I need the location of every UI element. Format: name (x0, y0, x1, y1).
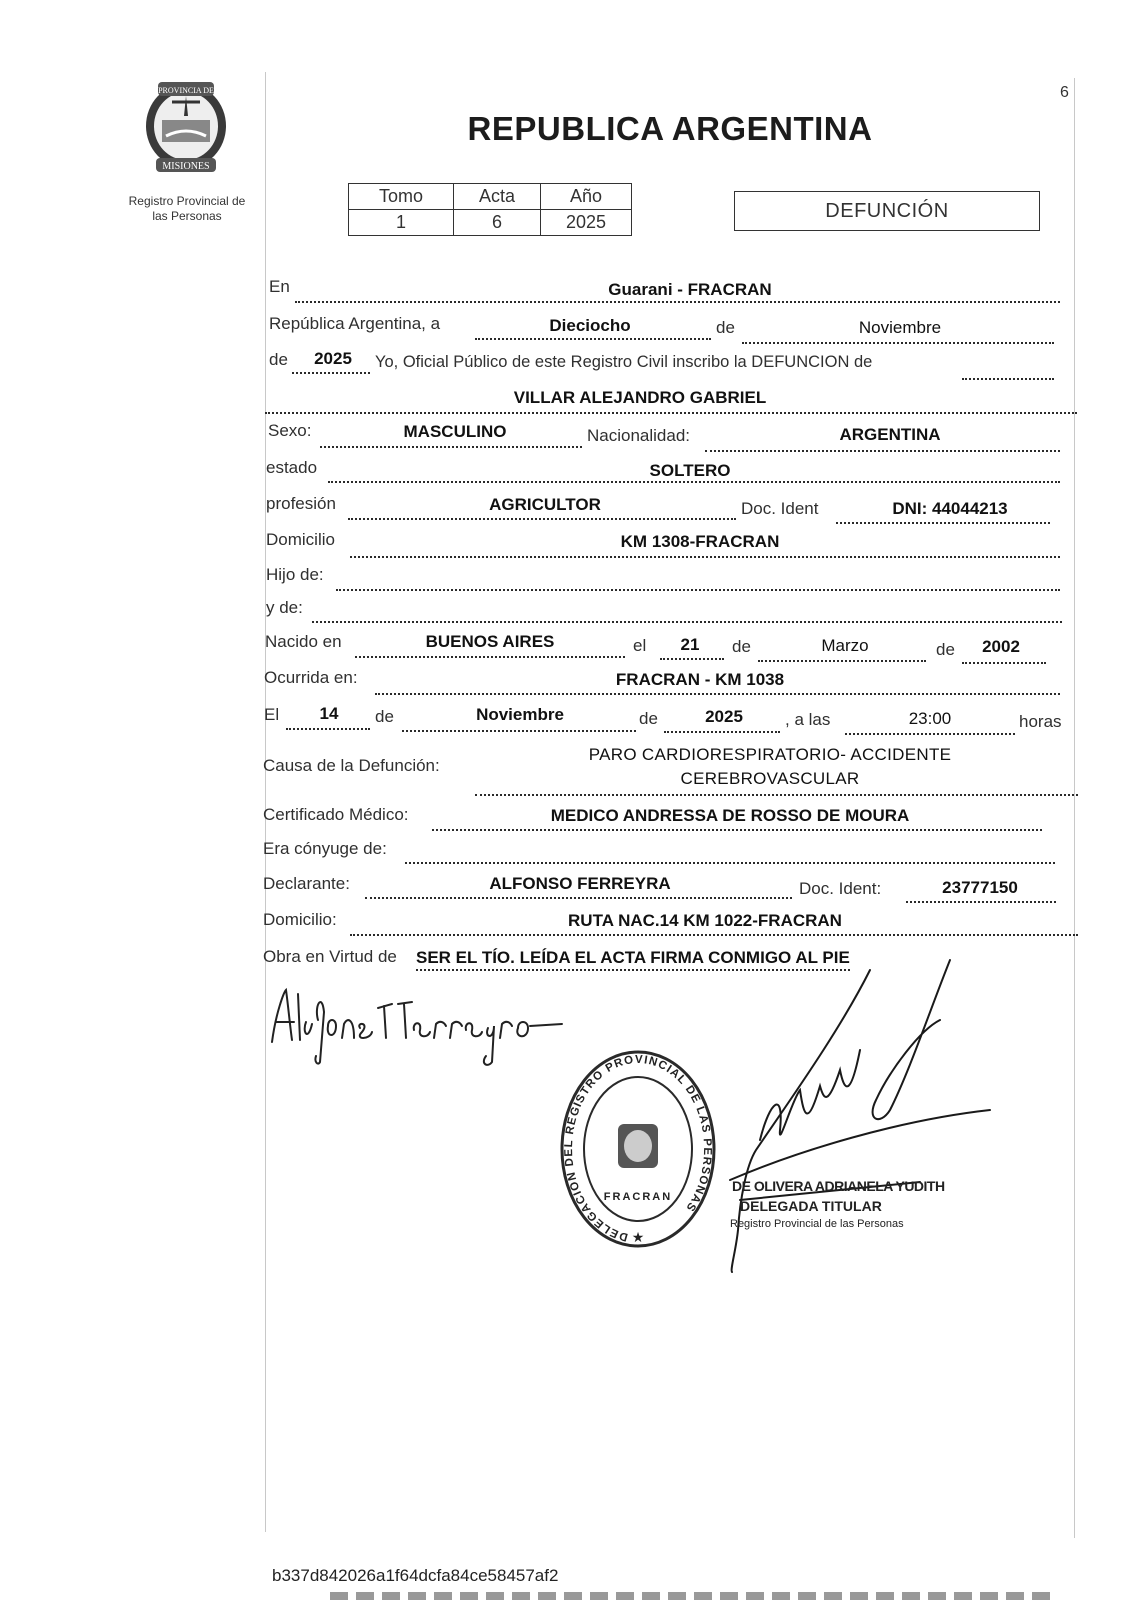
official-stamp (558, 1050, 718, 1250)
birth-month-value: Marzo (821, 636, 869, 655)
birth-el-label: el (633, 636, 647, 655)
birth-label: Nacido en (265, 632, 342, 651)
anio-header: Año (541, 184, 632, 210)
parent2-dots (312, 621, 1062, 623)
declarant-signature (262, 982, 582, 1072)
declarant-address-dots (350, 934, 1078, 936)
birth-month-dots (758, 660, 926, 662)
death-date-label: El (264, 705, 280, 724)
declarant-dots (365, 897, 792, 899)
official-signature (700, 950, 1000, 1280)
declarant-address-label: Domicilio: (263, 910, 337, 929)
birth-place-value: BUENOS AIRES (425, 632, 555, 651)
left-margin-line (265, 72, 266, 1532)
date-month-dots (742, 342, 1054, 344)
parent2-label: y de: (266, 598, 303, 617)
certificate-dots (432, 829, 1042, 831)
declarant-doc-label: Doc. Ident: (799, 879, 882, 898)
address-label: Domicilio (266, 530, 335, 549)
death-time-dots (845, 733, 1015, 735)
declarant-value: ALFONSO FERREYRA (489, 874, 671, 893)
logo-top-text: PROVINCIA DE (158, 86, 214, 95)
birth-year-value: 2002 (982, 637, 1020, 656)
sex-dots (320, 446, 582, 448)
declarant-doc-dots (906, 901, 1056, 903)
spouse-label: Era cónyuge de: (263, 839, 387, 858)
stamp-star-icon: ★ (631, 1229, 645, 1245)
death-at-label: , a las (785, 710, 831, 729)
document-hash: b337d842026a1f64dcfa84ce58457af2 (272, 1566, 559, 1585)
declarant-address-value: RUTA NAC.14 KM 1022-FRACRAN (568, 911, 842, 930)
death-day-dots (286, 728, 370, 730)
occurred-dots (375, 693, 1060, 695)
death-year-dots (664, 731, 780, 733)
record-type-box: DEFUNCIÓN (734, 191, 1040, 231)
cause-label: Causa de la Defunción: (263, 756, 440, 775)
marital-status-value: SOLTERO (649, 461, 731, 480)
birth-day-value: 21 (680, 635, 700, 654)
date-de-label: de (716, 318, 735, 337)
place-label: En (269, 277, 290, 296)
death-de2-label: de (639, 709, 658, 728)
profession-label: profesión (266, 494, 336, 513)
death-year-value: 2025 (705, 707, 743, 726)
registry-label (112, 194, 262, 224)
death-de1-label: de (375, 707, 394, 726)
virtue-label: Obra en Virtud de (263, 947, 397, 966)
marital-status-label: estado (266, 458, 318, 477)
birth-year-dots (962, 662, 1046, 664)
page-title: REPUBLICA ARGENTINA (467, 110, 873, 147)
official-registry: Registro Provincial de las Personas (730, 1218, 904, 1230)
year-line-text: Yo, Oficial Público de este Registro Civil inscribo la DEFUNCION de (375, 353, 873, 371)
nationality-label: Nacionalidad: (587, 426, 691, 445)
scan-edge-bar (330, 1592, 1050, 1600)
date-day-dots (475, 338, 711, 340)
record-table (348, 183, 632, 236)
cause-dots (475, 794, 1078, 796)
official-name: DE OLIVERA ADRIANELA YUDITH (732, 1178, 945, 1194)
cause-line-1: PARO CARDIORESPIRATORIO- ACCIDENTE (588, 745, 952, 764)
date-line-label: República Argentina, a (269, 314, 441, 333)
date-month-value: Noviembre (858, 318, 942, 337)
official-title: DELEGADA TITULAR (740, 1198, 882, 1214)
doc-ident-value: DNI: 44044213 (892, 499, 1008, 518)
place-dots (295, 301, 1060, 303)
death-day-value: 14 (319, 704, 339, 723)
sex-label: Sexo: (268, 421, 312, 440)
logo-bottom-text: MISIONES (162, 161, 210, 172)
parent1-label: Hijo de: (266, 565, 324, 584)
virtue-value: SER EL TÍO. LEÍDA EL ACTA FIRMA CONMIGO AL PIE (416, 948, 850, 971)
parent1-dots (336, 589, 1060, 591)
tomo-header: Tomo (349, 184, 454, 210)
declarant-label: Declarante: (263, 874, 350, 893)
address-dots (350, 556, 1060, 558)
deceased-name: VILLAR ALEJANDRO GABRIEL (513, 388, 767, 407)
stamp-outer-textpath: DELEGACION DEL REGISTRO PROVINCIAL DE LAS PERSONAS (562, 1053, 714, 1243)
occurred-value: FRACRAN - KM 1038 (615, 670, 785, 689)
page-number: 6 (1060, 84, 1069, 101)
acta-value: 6 (454, 210, 541, 236)
date-day-value: Dieciocho (549, 316, 631, 335)
acta-header: Acta (454, 184, 541, 210)
death-hours-label: horas (1019, 712, 1062, 731)
certificate-value: MEDICO ANDRESSA DE ROSSO DE MOURA (550, 806, 910, 825)
address-value: KM 1308-FRACRAN (620, 532, 780, 551)
record-table-header-row (349, 184, 632, 210)
occurred-label: Ocurrida en: (264, 668, 358, 687)
birth-de1-label: de (732, 637, 751, 656)
registry-line-2: las Personas (152, 209, 222, 223)
sex-value: MASCULINO (403, 422, 507, 441)
nationality-dots (705, 450, 1060, 452)
death-month-value: Noviembre (476, 705, 564, 724)
year-line-label: de (269, 350, 288, 369)
stamp-inner-text: FRACRAN (603, 1191, 673, 1203)
right-margin-line (1074, 78, 1075, 1538)
nationality-value: ARGENTINA (839, 425, 941, 444)
birth-day-dots (660, 658, 724, 660)
anio-value: 2025 (541, 210, 632, 236)
registry-line-1: Registro Provincial de (128, 194, 246, 208)
profession-value: AGRICULTOR (489, 495, 601, 514)
year-dots (292, 372, 370, 374)
record-table-value-row (349, 210, 632, 236)
deceased-name-dots (265, 412, 1077, 414)
year-line-end-dots (962, 378, 1054, 380)
doc-ident-label: Doc. Ident (741, 499, 819, 518)
profession-dots (348, 518, 736, 520)
birth-de2-label: de (936, 640, 955, 659)
declarant-doc-value: 23777150 (942, 878, 1018, 897)
tomo-value: 1 (349, 210, 454, 236)
year-value: 2025 (314, 349, 352, 368)
place-value: Guarani - FRACRAN (608, 280, 772, 299)
death-month-dots (402, 730, 636, 732)
marital-status-dots (328, 481, 1060, 483)
spouse-dots (405, 862, 1055, 864)
cause-line-2: CEREBROVASCULAR (680, 769, 860, 788)
doc-ident-dots (836, 522, 1050, 524)
misiones-coat-of-arms (136, 76, 236, 180)
birth-place-dots (355, 656, 625, 658)
death-time-value: 23:00 (908, 709, 952, 728)
certificate-label: Certificado Médico: (263, 805, 409, 824)
